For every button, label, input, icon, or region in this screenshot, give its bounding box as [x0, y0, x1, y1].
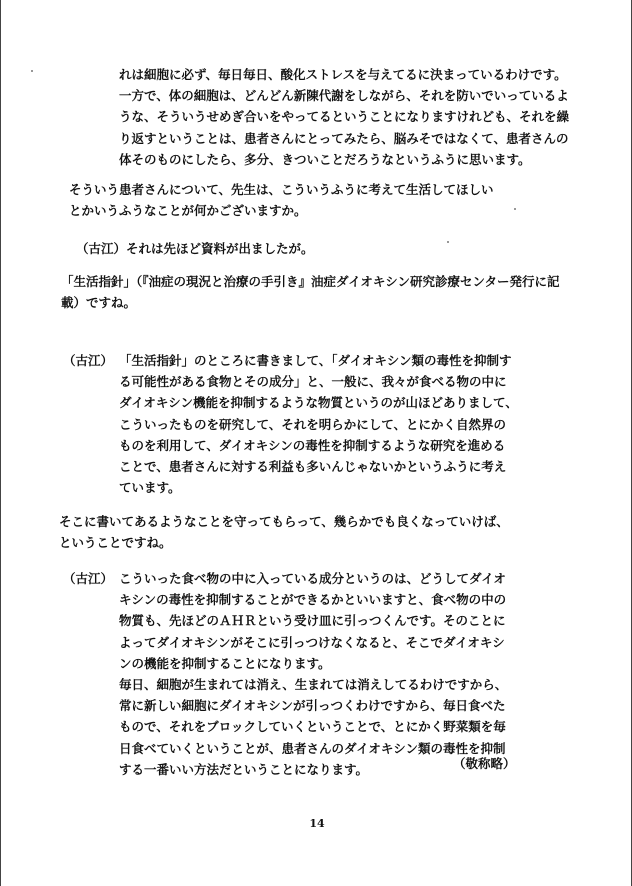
text-line: うな、そういうせめぎ合いをやってるということになりますけれども、それを繰 — [119, 109, 570, 125]
text-line: 日食べていくということが、患者さんのダイオキシン類の毒性を抑制 — [119, 740, 506, 756]
interviewer-question — [61, 271, 559, 313]
text-line: 「生活指針」（『油症の現況と治療の手引き』油症ダイオキシン研究診療センター発行に記 — [61, 274, 560, 289]
speaker-label: （古江） — [63, 353, 114, 368]
text-line: ンの機能を抑制することになります。 — [119, 655, 331, 671]
interviewer-question — [59, 511, 509, 553]
text-line: そこに書いてあるようなことを守ってもらって、幾らかでも良くなっていけば、 — [59, 514, 509, 529]
text-line: （古江）それは先ほど資料が出ましたが。 — [76, 241, 314, 256]
text-line: 体そのものにしたら、多分、きついことだろうなというふうに思います。 — [119, 151, 531, 167]
text-line: 常に新しい細胞にダイオキシンが引っつくわけですから、毎日食べた — [119, 698, 506, 714]
text-line: こういった食べ物の中に入っている成分というのは、どうしてダイオ — [119, 571, 506, 586]
text-line: 「生活指針」のところに書きまして、「ダイオキシン類の毒性を抑制す — [119, 353, 512, 368]
text-line: ということですね。 — [59, 535, 172, 551]
page-number: 14 — [309, 817, 325, 830]
text-line: する一番いい方法だということになります。 — [119, 761, 369, 777]
text-line: ています。 — [119, 480, 181, 496]
text-line: 載）ですね。 — [61, 295, 137, 311]
text-line: れは細胞に必ず、毎日毎日、酸化ストレスを与えてるに決まっているわけです。 — [119, 67, 567, 82]
scan-speck — [447, 241, 449, 243]
scan-speck — [31, 70, 33, 72]
text-line: そういう患者さんについて、先生は、こういうふうに考えて生活してほしい — [69, 182, 494, 197]
text-line: よってダイオキシンがそこに引っつけなくなると、そこでダイオキシ — [119, 634, 505, 650]
text-line: 毎日、細胞が生まれては消え、生まれては消えしてるわけですから、 — [119, 677, 508, 693]
text-line: ものを利用して、ダイオキシンの毒性を抑制するような研究を進める — [119, 437, 506, 453]
interviewer-question — [69, 179, 494, 221]
text-line: 物質も、先ほどのＡＨＲという受け皿に引っつくんです。そのことに — [119, 613, 506, 629]
text-line: とかいうふうなことが何かございますか。 — [69, 203, 307, 219]
text-line: もので、それをブロックしていくということで、とにかく野菜類を毎 — [119, 719, 506, 735]
scan-speck — [514, 208, 516, 210]
text-line: 一方で、体の細胞は、どんどん新陳代謝をしながら、それを防いでいっているよ — [119, 88, 569, 104]
text-line: キシンの毒性を抑制することができるかといいますと、食べ物の中の — [119, 592, 507, 608]
speaker-answer — [119, 350, 518, 498]
speaker-label: （古江） — [63, 571, 114, 586]
text-line: り返すということは、患者さんにとってみたら、脳みそではなくて、患者さんの — [119, 130, 569, 146]
paragraph-continuation — [119, 64, 569, 170]
text-line: こういったものを研究して、それを明らかにして、とにかく自然界の — [119, 416, 507, 432]
speaker-answer — [119, 568, 507, 780]
text-line: る可能性がある食物とその成分」と、一般に、我々が食べる物の中に — [119, 374, 507, 390]
text-line: ことで、患者さんに対する利益も多いんじゃないかというふうに考え — [119, 459, 507, 475]
speaker-answer — [76, 238, 314, 259]
text-line: ダイオキシン機能を抑制するような物質というのが山ほどありまして、 — [119, 395, 518, 411]
honorific-note: （敬称略） — [453, 756, 516, 771]
